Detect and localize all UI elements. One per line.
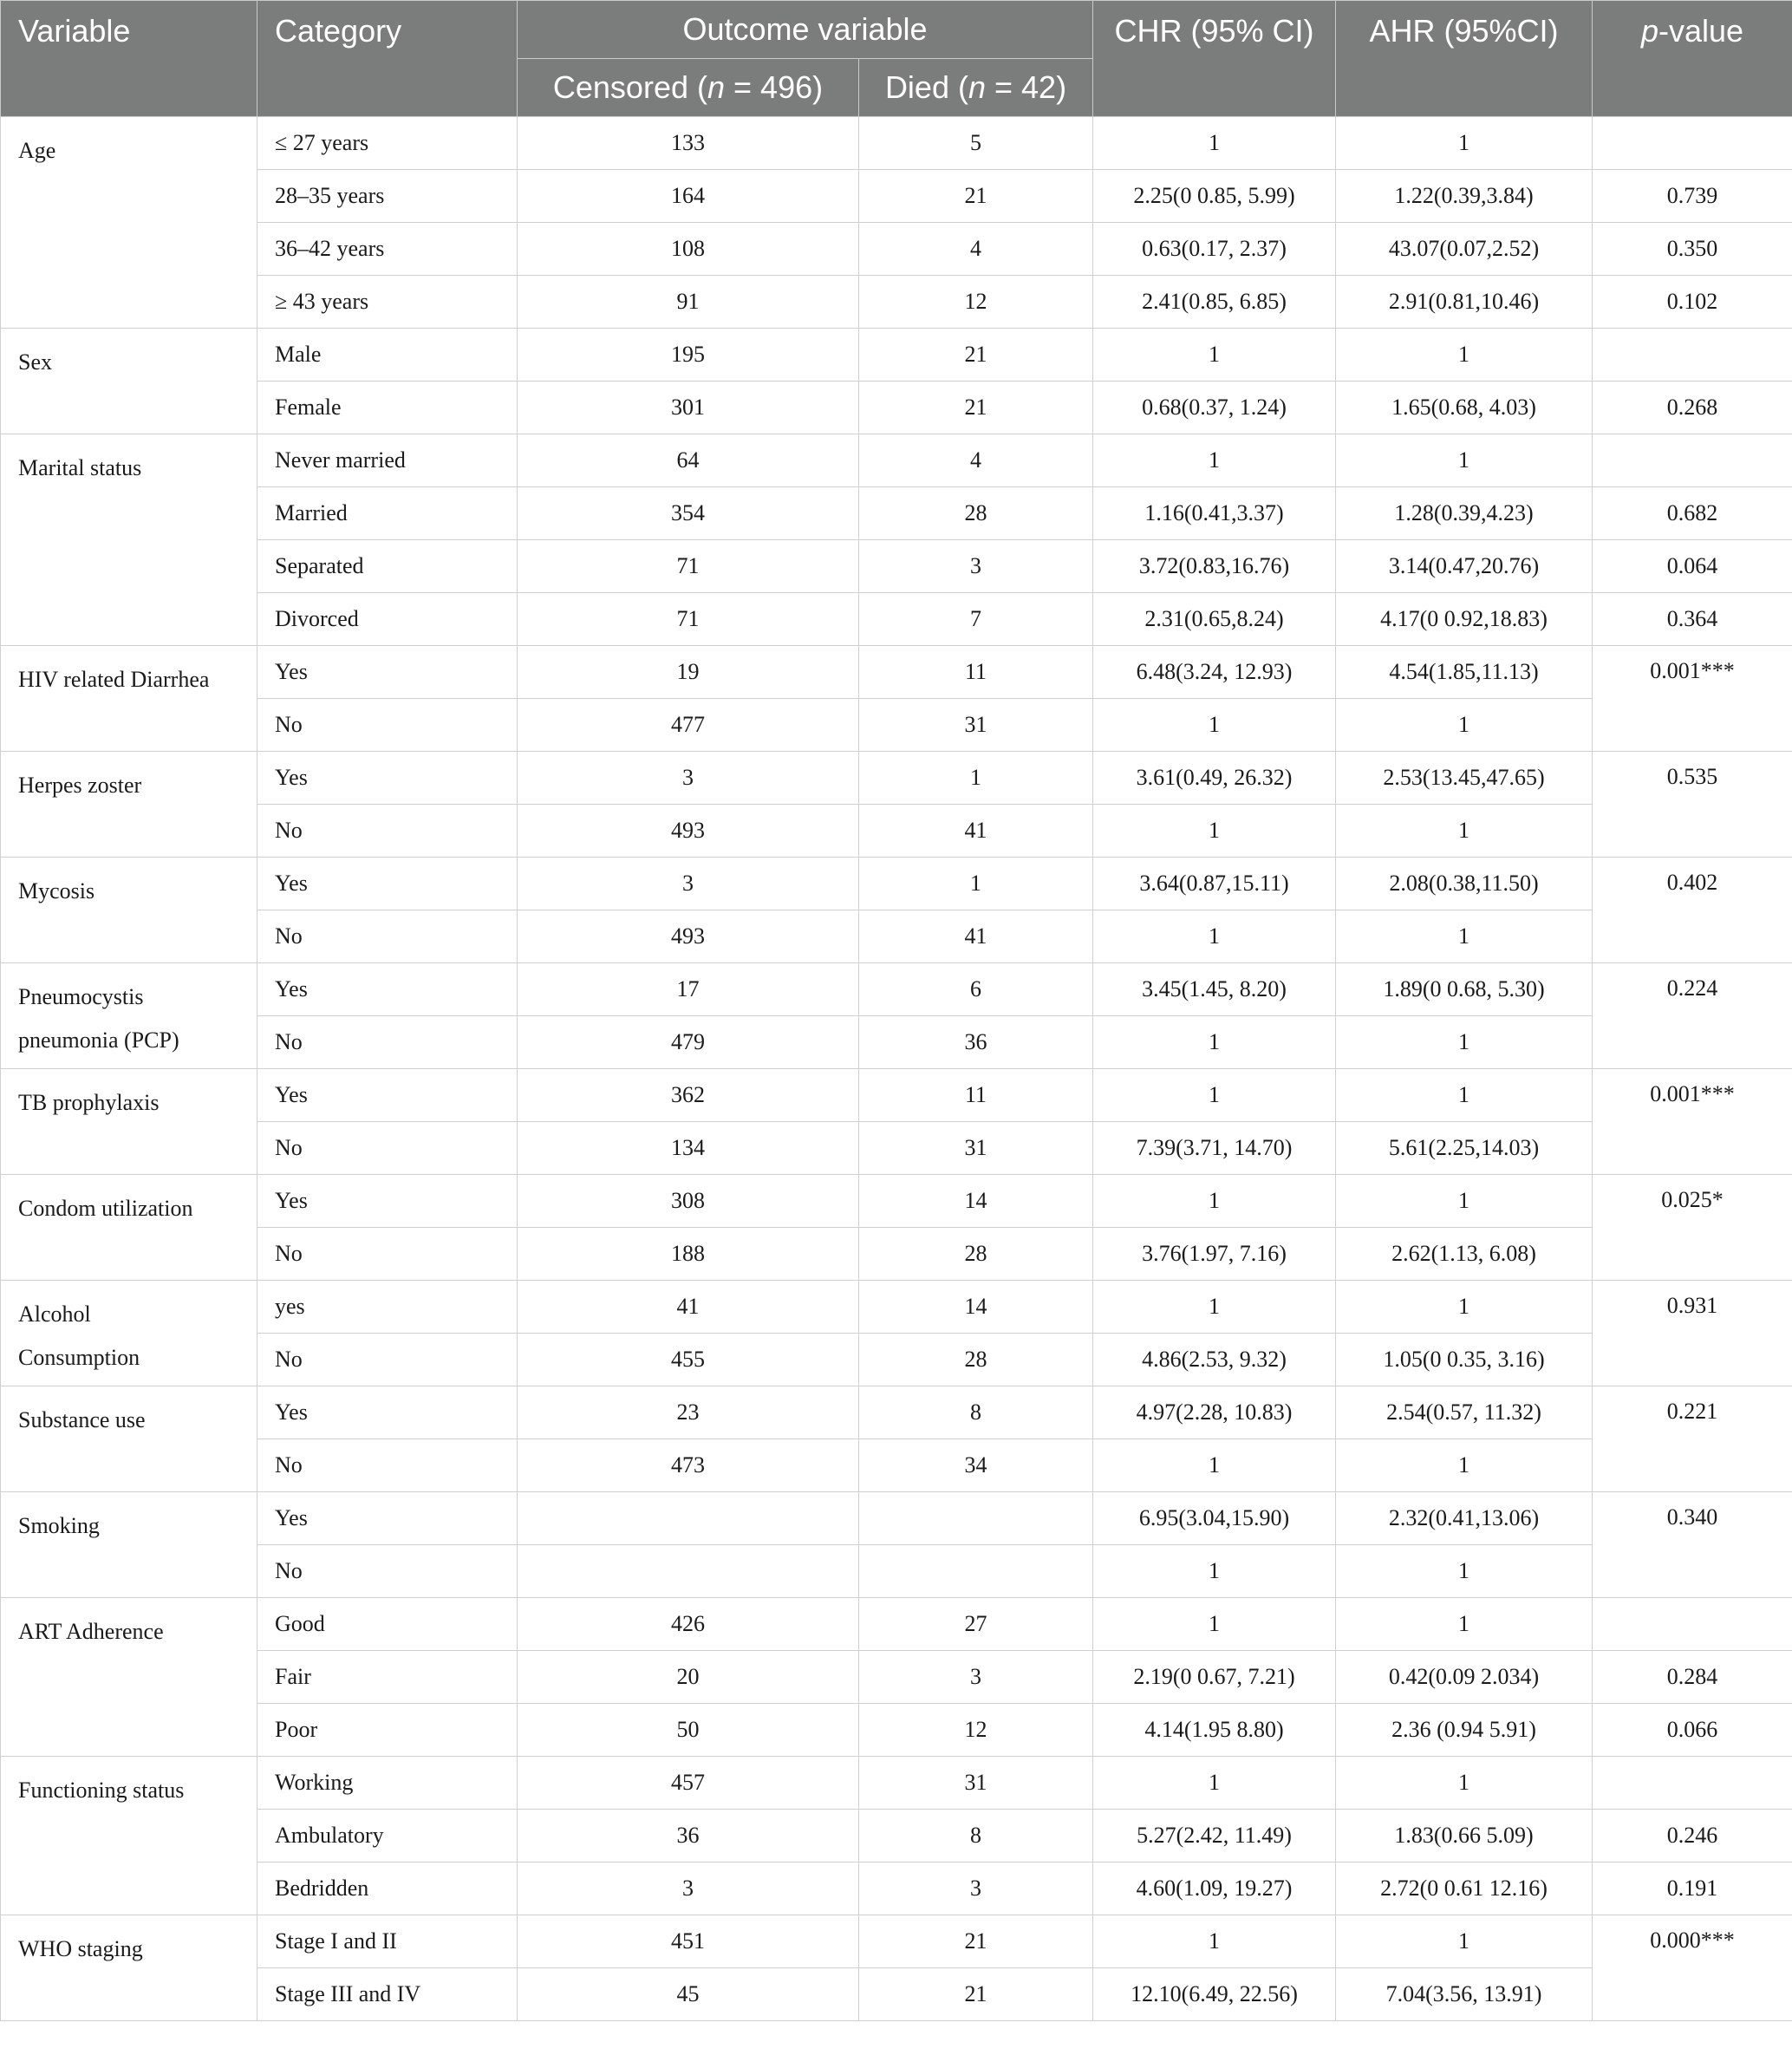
variable-label: Age (18, 138, 56, 163)
table-row (1, 699, 1792, 752)
category-cell: Ambulatory (257, 1810, 518, 1863)
header-variable: Variable (1, 1, 257, 117)
variable-cell (1, 1175, 257, 1281)
table-row (1, 540, 1792, 593)
ahr-cell: 43.07(0.07,2.52) (1336, 223, 1593, 276)
table-row (1, 1228, 1792, 1281)
variable-label: HIV related Diarrhea (18, 667, 210, 692)
died-count-cell: 12 (859, 1704, 1093, 1757)
died-count-cell: 28 (859, 487, 1093, 540)
chr-cell: 1 (1093, 1545, 1336, 1598)
died-count-cell: 21 (859, 329, 1093, 382)
table-row (1, 434, 1792, 487)
ahr-cell: 2.62(1.13, 6.08) (1336, 1228, 1593, 1281)
p-value-cell: 0.066 (1593, 1704, 1792, 1757)
table-row (1, 382, 1792, 434)
variable-label-line2: pneumonia (PCP) (18, 1028, 179, 1053)
ahr-cell: 2.72(0 0.61 12.16) (1336, 1863, 1593, 1915)
censored-count-cell: 354 (518, 487, 859, 540)
censored-count-cell: 50 (518, 1704, 859, 1757)
ahr-cell: 1.22(0.39,3.84) (1336, 170, 1593, 223)
died-count-cell: 41 (859, 910, 1093, 963)
category-cell: Yes (257, 1492, 518, 1545)
chr-cell: 1.16(0.41,3.37) (1093, 487, 1336, 540)
died-count-cell: 28 (859, 1228, 1093, 1281)
variable-cell (1, 1386, 257, 1492)
censored-count-cell (518, 1492, 859, 1545)
died-count-cell: 1 (859, 752, 1093, 805)
died-count-cell: 3 (859, 1863, 1093, 1915)
chr-cell: 1 (1093, 329, 1336, 382)
table-row (1, 223, 1792, 276)
censored-count-cell: 19 (518, 646, 859, 699)
ahr-cell: 1.83(0.66 5.09) (1336, 1810, 1593, 1863)
table-row (1, 1281, 1792, 1334)
died-count-cell: 4 (859, 223, 1093, 276)
category-cell: No (257, 1228, 518, 1281)
p-value-cell: 0.025* (1593, 1175, 1792, 1281)
chr-cell: 1 (1093, 1175, 1336, 1228)
table-row (1, 1545, 1792, 1598)
chr-cell: 1 (1093, 434, 1336, 487)
p-value-cell: 0.535 (1593, 752, 1792, 858)
chr-cell: 3.45(1.45, 8.20) (1093, 963, 1336, 1016)
died-count-cell: 14 (859, 1175, 1093, 1228)
chr-cell: 1 (1093, 1016, 1336, 1069)
chr-cell: 1 (1093, 1281, 1336, 1334)
category-cell: Female (257, 382, 518, 434)
died-count-cell: 6 (859, 963, 1093, 1016)
chr-cell: 4.86(2.53, 9.32) (1093, 1334, 1336, 1386)
category-cell: Yes (257, 1069, 518, 1122)
category-cell: ≥ 43 years (257, 276, 518, 329)
censored-count-cell: 195 (518, 329, 859, 382)
p-value-cell: 0.268 (1593, 382, 1792, 434)
variable-label: Sex (18, 349, 52, 375)
died-count-cell: 3 (859, 540, 1093, 593)
ahr-cell: 1 (1336, 329, 1593, 382)
header-died: Died (n = 42) (859, 59, 1093, 117)
p-value-cell: 0.402 (1593, 858, 1792, 963)
censored-count-cell: 71 (518, 593, 859, 646)
table-row (1, 752, 1792, 805)
p-value-cell (1593, 117, 1792, 170)
variable-label: Substance use (18, 1407, 146, 1432)
category-cell: Poor (257, 1704, 518, 1757)
ahr-cell: 7.04(3.56, 13.91) (1336, 1968, 1593, 2021)
p-value-cell (1593, 1598, 1792, 1651)
category-cell: Working (257, 1757, 518, 1810)
p-value-cell (1593, 434, 1792, 487)
censored-count-cell: 17 (518, 963, 859, 1016)
died-count-cell: 1 (859, 858, 1093, 910)
p-value-cell (1593, 1757, 1792, 1810)
table-row (1, 1968, 1792, 2021)
category-cell: 36–42 years (257, 223, 518, 276)
ahr-cell: 1 (1336, 805, 1593, 858)
ahr-cell: 1 (1336, 1281, 1593, 1334)
chr-cell: 7.39(3.71, 14.70) (1093, 1122, 1336, 1175)
variable-label: Marital status (18, 455, 142, 480)
ahr-cell: 2.32(0.41,13.06) (1336, 1492, 1593, 1545)
table-row (1, 963, 1792, 1016)
ahr-cell: 2.08(0.38,11.50) (1336, 858, 1593, 910)
p-value-cell: 0.931 (1593, 1281, 1792, 1386)
p-value-cell: 0.224 (1593, 963, 1792, 1069)
ahr-cell: 4.17(0 0.92,18.83) (1336, 593, 1593, 646)
chr-cell: 2.25(0 0.85, 5.99) (1093, 170, 1336, 223)
censored-count-cell: 45 (518, 1968, 859, 2021)
ahr-cell: 1 (1336, 1439, 1593, 1492)
died-count-cell: 36 (859, 1016, 1093, 1069)
chr-cell: 4.97(2.28, 10.83) (1093, 1386, 1336, 1439)
table-row (1, 1439, 1792, 1492)
category-cell: Separated (257, 540, 518, 593)
ahr-cell: 1 (1336, 1175, 1593, 1228)
table-row (1, 1598, 1792, 1651)
table-row (1, 1122, 1792, 1175)
chr-cell: 3.61(0.49, 26.32) (1093, 752, 1336, 805)
table-row (1, 487, 1792, 540)
variable-cell (1, 1757, 257, 1915)
censored-count-cell: 20 (518, 1651, 859, 1704)
variable-label: ART Adherence (18, 1619, 164, 1644)
p-value-cell: 0.102 (1593, 276, 1792, 329)
chr-cell: 1 (1093, 1598, 1336, 1651)
died-count-cell (859, 1492, 1093, 1545)
censored-count-cell: 71 (518, 540, 859, 593)
table-header (1, 1, 1792, 117)
table-row (1, 1757, 1792, 1810)
chr-cell: 4.60(1.09, 19.27) (1093, 1863, 1336, 1915)
censored-count-cell: 3 (518, 752, 859, 805)
category-cell: Stage I and II (257, 1915, 518, 1968)
category-cell: Yes (257, 1175, 518, 1228)
died-count-cell: 21 (859, 170, 1093, 223)
died-count-cell: 34 (859, 1439, 1093, 1492)
category-cell: Yes (257, 646, 518, 699)
p-value-cell: 0.284 (1593, 1651, 1792, 1704)
ahr-cell: 5.61(2.25,14.03) (1336, 1122, 1593, 1175)
category-cell: Married (257, 487, 518, 540)
chr-cell: 1 (1093, 1439, 1336, 1492)
censored-count-cell: 426 (518, 1598, 859, 1651)
chr-cell: 0.63(0.17, 2.37) (1093, 223, 1336, 276)
category-cell: Bedridden (257, 1863, 518, 1915)
chr-cell: 1 (1093, 117, 1336, 170)
variable-cell (1, 1598, 257, 1757)
censored-count-cell: 479 (518, 1016, 859, 1069)
died-count-cell: 31 (859, 1122, 1093, 1175)
censored-count-cell: 477 (518, 699, 859, 752)
header-chr: CHR (95% CI) (1093, 1, 1336, 117)
category-cell: No (257, 1545, 518, 1598)
chr-cell: 12.10(6.49, 22.56) (1093, 1968, 1336, 2021)
chr-cell: 1 (1093, 910, 1336, 963)
ahr-cell: 1 (1336, 910, 1593, 963)
ahr-cell: 1.28(0.39,4.23) (1336, 487, 1593, 540)
header-censored: Censored (n = 496) (518, 59, 859, 117)
category-cell: ≤ 27 years (257, 117, 518, 170)
table-row (1, 1863, 1792, 1915)
p-value-cell: 0.000*** (1593, 1915, 1792, 2021)
variable-cell (1, 329, 257, 434)
p-value-cell: 0.246 (1593, 1810, 1792, 1863)
censored-count-cell: 134 (518, 1122, 859, 1175)
p-value-cell: 0.064 (1593, 540, 1792, 593)
ahr-cell: 1.65(0.68, 4.03) (1336, 382, 1593, 434)
variable-cell (1, 1281, 257, 1386)
censored-count-cell: 301 (518, 382, 859, 434)
censored-count-cell (518, 1545, 859, 1598)
censored-count-cell: 457 (518, 1757, 859, 1810)
ahr-cell: 2.54(0.57, 11.32) (1336, 1386, 1593, 1439)
category-cell: No (257, 805, 518, 858)
censored-count-cell: 3 (518, 858, 859, 910)
chr-cell: 1 (1093, 1757, 1336, 1810)
censored-count-cell: 3 (518, 1863, 859, 1915)
variable-label: WHO staging (18, 1936, 143, 1961)
censored-count-cell: 133 (518, 117, 859, 170)
censored-count-cell: 91 (518, 276, 859, 329)
ahr-cell: 1 (1336, 1915, 1593, 1968)
ahr-cell: 2.53(13.45,47.65) (1336, 752, 1593, 805)
ahr-cell: 1.89(0 0.68, 5.30) (1336, 963, 1593, 1016)
variable-label-line2: Consumption (18, 1345, 140, 1370)
ahr-cell: 4.54(1.85,11.13) (1336, 646, 1593, 699)
died-count-cell: 41 (859, 805, 1093, 858)
ahr-cell: 1 (1336, 1598, 1593, 1651)
table-row (1, 593, 1792, 646)
chr-cell: 3.76(1.97, 7.16) (1093, 1228, 1336, 1281)
category-cell: Yes (257, 752, 518, 805)
variable-cell (1, 752, 257, 858)
chr-cell: 1 (1093, 1069, 1336, 1122)
died-count-cell: 5 (859, 117, 1093, 170)
chr-cell: 1 (1093, 805, 1336, 858)
died-count-cell: 11 (859, 646, 1093, 699)
table-body (1, 117, 1792, 2021)
died-count-cell: 3 (859, 1651, 1093, 1704)
variable-cell (1, 1915, 257, 2021)
p-value-cell: 0.221 (1593, 1386, 1792, 1492)
ahr-cell: 1 (1336, 1545, 1593, 1598)
table-row (1, 1016, 1792, 1069)
category-cell: yes (257, 1281, 518, 1334)
chr-cell: 1 (1093, 1915, 1336, 1968)
p-value-cell: 0.340 (1593, 1492, 1792, 1598)
died-count-cell: 8 (859, 1386, 1093, 1439)
chr-cell: 5.27(2.42, 11.49) (1093, 1810, 1336, 1863)
died-count-cell: 31 (859, 1757, 1093, 1810)
table-row (1, 910, 1792, 963)
table-row (1, 117, 1792, 170)
ahr-cell: 1 (1336, 117, 1593, 170)
censored-count-cell: 455 (518, 1334, 859, 1386)
died-count-cell: 11 (859, 1069, 1093, 1122)
chr-cell: 6.95(3.04,15.90) (1093, 1492, 1336, 1545)
chr-cell: 3.64(0.87,15.11) (1093, 858, 1336, 910)
ahr-cell: 2.91(0.81,10.46) (1336, 276, 1593, 329)
died-count-cell: 12 (859, 276, 1093, 329)
variable-label: Condom utilization (18, 1196, 193, 1221)
censored-count-cell: 41 (518, 1281, 859, 1334)
censored-count-cell: 64 (518, 434, 859, 487)
chr-cell: 4.14(1.95 8.80) (1093, 1704, 1336, 1757)
header-outcome-variable: Outcome variable (518, 1, 1093, 59)
p-value-cell: 0.350 (1593, 223, 1792, 276)
variable-cell (1, 1492, 257, 1598)
category-cell: No (257, 1439, 518, 1492)
table-row (1, 1386, 1792, 1439)
category-cell: No (257, 1016, 518, 1069)
table-row (1, 1915, 1792, 1968)
censored-count-cell: 362 (518, 1069, 859, 1122)
category-cell: No (257, 1334, 518, 1386)
category-cell: No (257, 910, 518, 963)
ahr-cell: 0.42(0.09 2.034) (1336, 1651, 1593, 1704)
category-cell: Yes (257, 858, 518, 910)
table-row (1, 329, 1792, 382)
ahr-cell: 1 (1336, 699, 1593, 752)
censored-count-cell: 23 (518, 1386, 859, 1439)
category-cell: Stage III and IV (257, 1968, 518, 2021)
p-value-cell (1593, 329, 1792, 382)
variable-label: Smoking (18, 1513, 100, 1538)
category-cell: Fair (257, 1651, 518, 1704)
censored-count-cell: 308 (518, 1175, 859, 1228)
table-row (1, 1069, 1792, 1122)
p-value-cell: 0.191 (1593, 1863, 1792, 1915)
table-row (1, 276, 1792, 329)
p-value-cell: 0.364 (1593, 593, 1792, 646)
censored-count-cell: 108 (518, 223, 859, 276)
ahr-cell: 1 (1336, 434, 1593, 487)
category-cell: Yes (257, 1386, 518, 1439)
table-row (1, 1334, 1792, 1386)
ahr-cell: 1.05(0 0.35, 3.16) (1336, 1334, 1593, 1386)
category-cell: Yes (257, 963, 518, 1016)
table-row (1, 1175, 1792, 1228)
chr-cell: 6.48(3.24, 12.93) (1093, 646, 1336, 699)
ahr-cell: 2.36 (0.94 5.91) (1336, 1704, 1593, 1757)
category-cell: No (257, 1122, 518, 1175)
variable-cell (1, 858, 257, 963)
died-count-cell: 31 (859, 699, 1093, 752)
died-count-cell: 4 (859, 434, 1093, 487)
category-cell: Never married (257, 434, 518, 487)
censored-count-cell: 493 (518, 805, 859, 858)
variable-label: Functioning status (18, 1778, 185, 1803)
variable-label: Herpes zoster (18, 773, 142, 798)
table-row (1, 170, 1792, 223)
died-count-cell (859, 1545, 1093, 1598)
ahr-cell: 1 (1336, 1757, 1593, 1810)
died-count-cell: 21 (859, 1915, 1093, 1968)
table-row (1, 646, 1792, 699)
table-row (1, 1810, 1792, 1863)
censored-count-cell: 473 (518, 1439, 859, 1492)
censored-count-cell: 36 (518, 1810, 859, 1863)
variable-cell (1, 1069, 257, 1175)
died-count-cell: 21 (859, 1968, 1093, 2021)
table-row (1, 858, 1792, 910)
variable-label: Alcohol (18, 1302, 91, 1327)
table-row (1, 1651, 1792, 1704)
category-cell: Male (257, 329, 518, 382)
died-count-cell: 7 (859, 593, 1093, 646)
ahr-cell: 1 (1336, 1016, 1593, 1069)
category-cell: No (257, 699, 518, 752)
p-value-cell: 0.739 (1593, 170, 1792, 223)
censored-count-cell: 188 (518, 1228, 859, 1281)
chr-cell: 2.19(0 0.67, 7.21) (1093, 1651, 1336, 1704)
died-count-cell: 14 (859, 1281, 1093, 1334)
table-row (1, 1492, 1792, 1545)
died-count-cell: 21 (859, 382, 1093, 434)
category-cell: 28–35 years (257, 170, 518, 223)
variable-cell (1, 434, 257, 646)
died-count-cell: 28 (859, 1334, 1093, 1386)
chr-cell: 2.31(0.65,8.24) (1093, 593, 1336, 646)
variable-cell (1, 117, 257, 329)
variable-cell (1, 963, 257, 1069)
category-cell: Good (257, 1598, 518, 1651)
variable-label: Mycosis (18, 878, 95, 904)
p-value-cell: 0.682 (1593, 487, 1792, 540)
censored-count-cell: 493 (518, 910, 859, 963)
died-count-cell: 27 (859, 1598, 1093, 1651)
chr-cell: 3.72(0.83,16.76) (1093, 540, 1336, 593)
chr-cell: 0.68(0.37, 1.24) (1093, 382, 1336, 434)
ahr-cell: 1 (1336, 1069, 1593, 1122)
censored-count-cell: 164 (518, 170, 859, 223)
category-cell: Divorced (257, 593, 518, 646)
died-count-cell: 8 (859, 1810, 1093, 1863)
header-p-value: p-value (1593, 1, 1792, 117)
p-value-cell: 0.001*** (1593, 1069, 1792, 1175)
variable-label: Pneumocystis (18, 984, 144, 1009)
table-row (1, 805, 1792, 858)
p-value-cell: 0.001*** (1593, 646, 1792, 752)
header-category: Category (257, 1, 518, 117)
chr-cell: 1 (1093, 699, 1336, 752)
ahr-cell: 3.14(0.47,20.76) (1336, 540, 1593, 593)
censored-count-cell: 451 (518, 1915, 859, 1968)
variable-cell (1, 646, 257, 752)
variable-label: TB prophylaxis (18, 1090, 160, 1115)
chr-cell: 2.41(0.85, 6.85) (1093, 276, 1336, 329)
header-ahr: AHR (95%CI) (1336, 1, 1593, 117)
table-row (1, 1704, 1792, 1757)
